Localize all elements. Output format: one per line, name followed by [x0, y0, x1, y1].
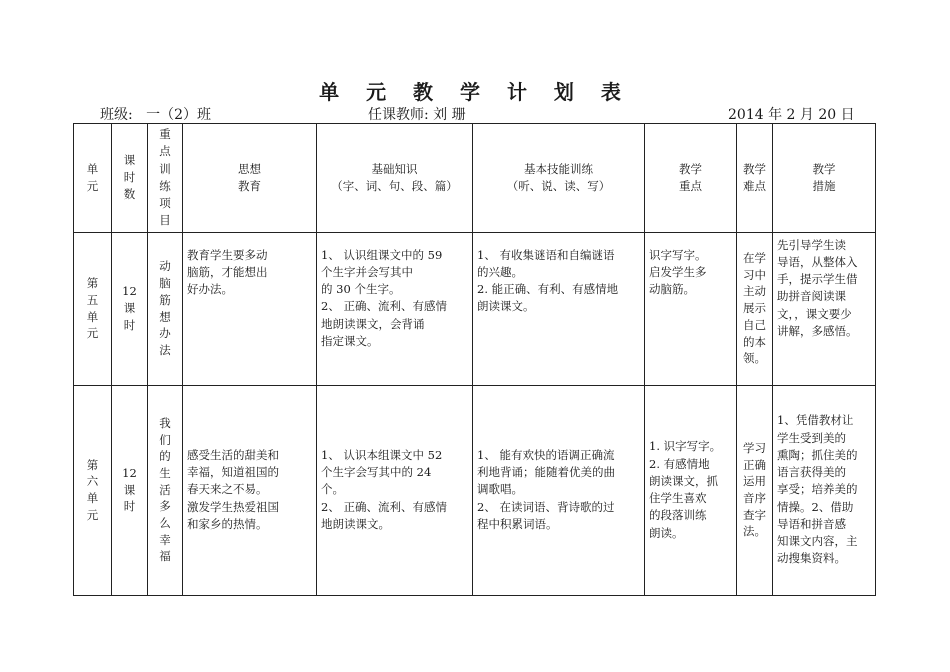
cell-line: 12: [122, 284, 137, 299]
cell-line: 2、 正确、流利、有感情: [321, 499, 447, 514]
cell-line: 幸: [159, 532, 171, 547]
header-knowledge: [317, 124, 473, 233]
cell-line: 们: [159, 432, 171, 447]
cell-line: 单: [86, 309, 99, 324]
date: 2014 年 2 月 20 日: [728, 107, 855, 123]
cell-line: 课: [123, 152, 136, 167]
cell-line: 法: [159, 342, 171, 357]
cell-line: 时: [123, 317, 136, 332]
cell-line: 春天来之不易。: [187, 482, 268, 497]
cell-line: 主动: [743, 284, 766, 299]
class-label: 班级:: [100, 107, 133, 123]
cell-line: 地朗读课文，会背诵: [321, 316, 425, 331]
cell-line: 12: [122, 465, 137, 480]
cell-line: 享受；培养美的: [777, 482, 858, 497]
difficulty-cell: [737, 385, 773, 595]
cell-line: 激发学生热爱祖国: [187, 499, 279, 514]
cell-line: 助拼音阅读课: [777, 289, 846, 304]
cell-line: 导语和拼音感: [777, 516, 846, 531]
key-points-cell: [645, 232, 737, 385]
cell-line: 我: [159, 415, 171, 430]
cell-line: 先引导学生读: [777, 237, 846, 252]
cell-line: 法。: [743, 524, 766, 539]
cell-line: 的: [159, 449, 171, 464]
skills-cell: [473, 232, 645, 385]
focus-cell: [148, 232, 183, 385]
cell-line: 展示: [743, 301, 766, 316]
cell-line: 语言获得美的: [777, 465, 846, 480]
cell-line: 住学生喜欢: [649, 491, 707, 505]
cell-line: 2. 能正确、有利、有感情地: [477, 282, 619, 296]
cell-line: 重点: [679, 178, 702, 193]
cell-line: 正确: [743, 457, 766, 472]
table-row: [74, 385, 876, 595]
hours-cell: [112, 385, 148, 595]
unit-cell: [74, 232, 112, 385]
cell-line: 思想: [238, 161, 261, 176]
cell-line: 运用: [743, 474, 766, 489]
measures-cell: [773, 232, 876, 385]
cell-line: 在学: [743, 251, 766, 266]
cell-line: 活: [159, 482, 171, 497]
header-focus: [148, 124, 183, 233]
cell-line: 第: [86, 276, 99, 291]
cell-line: 学生受到美的: [777, 430, 846, 445]
cell-line: 的兴趣。: [477, 264, 523, 279]
cell-line: 五: [86, 292, 99, 307]
cell-line: 基本技能训练: [524, 161, 593, 176]
cell-line: 点: [159, 144, 171, 159]
measures-cell: [773, 385, 876, 595]
cell-line: 1. 识字写字。: [649, 439, 722, 454]
moral-cell: [183, 385, 317, 595]
header-measures: [773, 124, 876, 233]
cell-line: 感受生活的甜美和: [187, 447, 279, 462]
cell-line: 脑: [159, 276, 171, 291]
cell-line: 地朗读课文。: [321, 516, 390, 531]
cell-line: 想: [159, 309, 171, 324]
cell-line: 元: [86, 326, 99, 341]
header-moral: [183, 124, 317, 233]
cell-line: 基础知识: [371, 161, 418, 176]
cell-line: 1、 有收集谜语和自编谜语: [477, 247, 615, 262]
cell-line: 个生字并会写其中: [321, 264, 413, 279]
cell-line: 单: [86, 161, 99, 176]
cell-line: 教学: [743, 161, 766, 176]
cell-line: 目: [159, 213, 171, 228]
cell-line: 的 30 个生字。: [321, 282, 401, 296]
header-key-points: [645, 124, 737, 233]
cell-line: 查字: [743, 507, 766, 522]
cell-line: 难点: [743, 178, 766, 193]
knowledge-cell: [317, 232, 473, 385]
cell-line: 领。: [743, 351, 766, 366]
key-points-cell: [645, 385, 737, 595]
cell-line: 办: [159, 326, 171, 341]
cell-line: 动脑筋。: [649, 282, 695, 296]
header-skills: [473, 124, 645, 233]
cell-line: 1、 能有欢快的语调正确流: [477, 447, 615, 462]
cell-line: 习中: [743, 267, 766, 282]
cell-line: 熏陶；抓住美的: [777, 447, 858, 462]
teacher-label: 任课教师:: [368, 107, 429, 123]
cell-line: 2、 正确、流利、有感情: [321, 299, 447, 314]
cell-line: 么: [159, 516, 171, 530]
cell-line: 指定课文。: [321, 333, 379, 348]
cell-line: 手，提示学生借: [777, 272, 858, 286]
knowledge-cell: [317, 385, 473, 595]
cell-line: 1、凭借教材让: [777, 413, 854, 428]
teacher-value: 刘 珊: [433, 107, 466, 123]
cell-line: 调歌唱。: [477, 482, 523, 497]
cell-line: 教育: [238, 178, 261, 193]
header-hours: [112, 124, 148, 233]
cell-line: 朗读课文。: [477, 299, 535, 314]
cell-line: 第: [86, 457, 99, 472]
teacher-info: [368, 104, 466, 124]
table-row: [74, 232, 876, 385]
cell-line: （听、说、读、写）: [506, 178, 611, 193]
cell-line: 福: [159, 549, 171, 564]
hours-cell: [112, 232, 148, 385]
cell-line: 教育学生要多动: [187, 247, 268, 262]
cell-line: 重: [159, 127, 171, 141]
cell-line: 讲解，多感悟。: [777, 323, 858, 338]
header-unit: [74, 124, 112, 233]
cell-line: 动: [159, 259, 171, 274]
cell-line: 1、 认识本组课文中 52: [321, 447, 443, 462]
cell-line: 自己: [743, 317, 766, 332]
cell-line: 筋: [159, 292, 171, 307]
cell-line: 练: [159, 178, 171, 193]
cell-line: 项: [159, 196, 171, 210]
class-info: [100, 104, 211, 124]
focus-cell: [148, 385, 183, 595]
cell-line: 动搜集资料。: [777, 551, 846, 566]
cell-line: 时: [123, 499, 136, 514]
cell-line: 单: [86, 491, 99, 505]
cell-line: 元: [86, 178, 99, 193]
plan-table: [73, 123, 876, 596]
cell-line: 训: [159, 161, 171, 176]
cell-line: 幸福，知道祖国的: [187, 465, 279, 480]
cell-line: 脑筋，才能想出: [187, 264, 268, 279]
unit-cell: [74, 385, 112, 595]
header-row: [74, 124, 876, 233]
cell-line: 元: [86, 507, 99, 522]
cell-line: 课: [123, 301, 136, 316]
cell-line: 课: [123, 482, 136, 497]
cell-line: 2. 有感情地: [649, 456, 710, 471]
cell-line: 导语，从整体入: [777, 254, 858, 269]
cell-line: 多: [159, 499, 171, 514]
cell-line: 六: [86, 474, 99, 489]
class-value: 一（2）班: [146, 107, 211, 123]
cell-line: 的段落训练: [649, 508, 707, 523]
cell-line: 文，，课文要少: [777, 306, 852, 321]
cell-line: 时: [123, 170, 136, 185]
cell-line: 程中积累词语。: [477, 516, 558, 531]
header-difficulty: [737, 124, 773, 233]
cell-line: 情操。2、借助: [777, 499, 854, 514]
cell-line: 朗读。: [649, 525, 684, 540]
cell-line: 和家乡的热情。: [187, 516, 268, 531]
cell-line: 措施: [812, 178, 836, 193]
cell-line: 的本: [743, 334, 766, 349]
cell-line: 1、 认识组课文中的 59: [321, 247, 443, 262]
cell-line: 识字写字。: [649, 247, 707, 262]
cell-line: 启发学生多: [649, 264, 707, 279]
cell-line: 知课文内容，主: [777, 534, 858, 549]
cell-line: 数: [123, 187, 136, 202]
cell-line: 学习: [743, 440, 766, 455]
cell-line: 教学: [679, 161, 702, 176]
cell-line: 生: [159, 465, 171, 480]
cell-line: 音序: [743, 491, 766, 505]
cell-line: 教学: [812, 161, 836, 176]
cell-line: 朗读课文，抓: [649, 473, 718, 488]
cell-line: 个生字会写其中的 24: [321, 465, 432, 480]
moral-cell: [183, 232, 317, 385]
page-title: 单 元 教 学 计 划 表: [319, 80, 631, 104]
cell-line: （字、词、句、段、篇）: [331, 178, 458, 193]
difficulty-cell: [737, 232, 773, 385]
cell-line: 好办法。: [187, 282, 233, 296]
cell-line: 2、 在读词语、背诗歌的过: [477, 499, 615, 514]
cell-line: 个。: [321, 482, 344, 497]
cell-line: 利地背诵；能随着优美的曲: [477, 465, 615, 480]
skills-cell: [473, 385, 645, 595]
